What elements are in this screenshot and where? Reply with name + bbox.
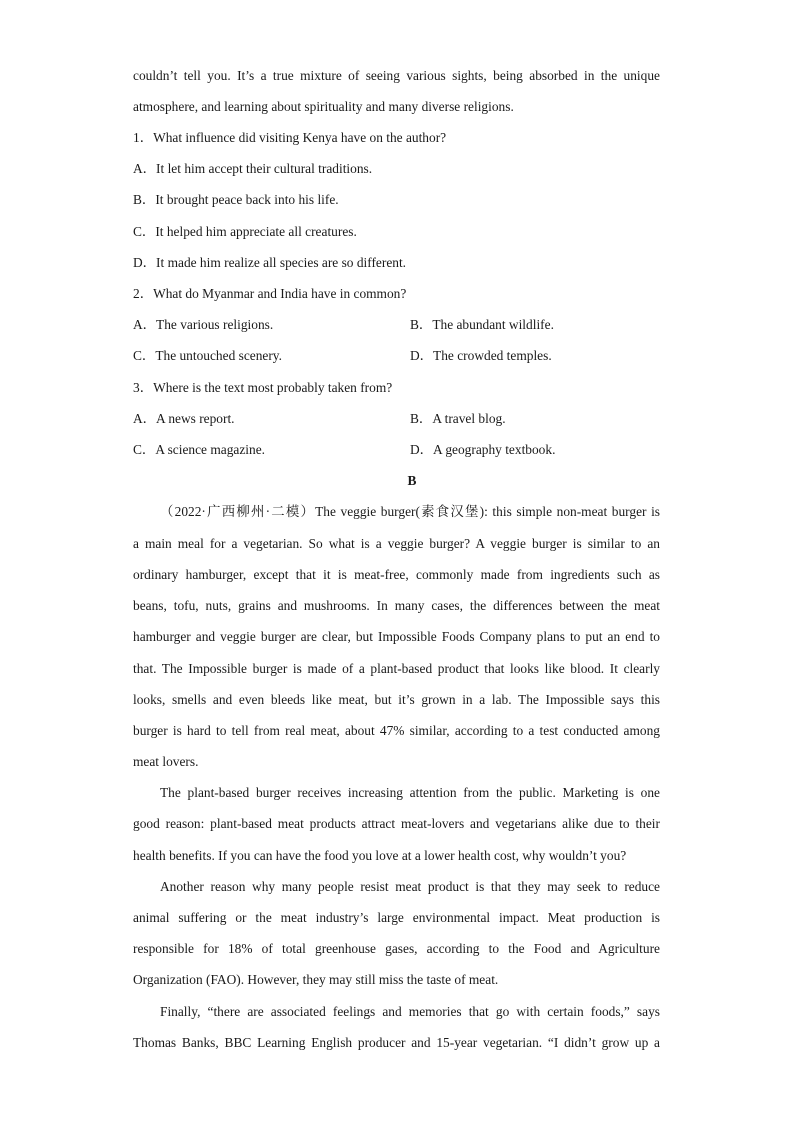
passage-line: Organization (FAO). However, they may still miss the taste of meat. — [133, 972, 499, 987]
passage-line: （2022·广西柳州·二模）The veggie burger(素食汉堡): this simple non-meat burger is — [160, 504, 660, 519]
passage-line: animal suffering or the meat industry’s large environmental impact. Meat production is — [133, 910, 660, 925]
passage-line: looks, smells and even bleeds like meat, but it’s grown in a lab. The Impossible says this — [133, 692, 660, 707]
passage-line: burger is hard to tell from real meat, about 47% similar, according to a test conducted among — [133, 723, 660, 738]
passage-line: responsible for 18% of total greenhouse gases, according to the Food and Agriculture — [133, 941, 660, 956]
passage-line: health benefits. If you can have the food you love at a lower health cost, why wouldn’t you? — [133, 848, 627, 863]
passage-line: beans, tofu, nuts, grains and mushrooms. In many cases, the differences between the meat — [133, 598, 660, 613]
passage-line: Another reason why many people resist meat product is that they may seek to reduce — [160, 879, 660, 894]
passage-line: good reason: plant-based meat products attract meat-lovers and vegetarians alike due to their — [133, 816, 660, 831]
answer-option: B．The abundant wildlife. — [410, 317, 554, 332]
passage-line: hamburger and veggie burger are clear, but Impossible Foods Company plans to put an end to — [133, 629, 660, 644]
passage-line: Thomas Banks, BBC Learning English producer and 15-year vegetarian. “I didn’t grow up a — [133, 1035, 660, 1050]
answer-option: A．It let him accept their cultural traditions. — [133, 161, 373, 176]
answer-option: D．A geography textbook. — [410, 442, 556, 457]
passage-line: The plant-based burger receives increasing attention from the public. Marketing is one — [160, 785, 660, 800]
answer-option: D．It made him realize all species are so different. — [133, 255, 407, 270]
passage-line: ordinary hamburger, except that it is meat-free, commonly made from ingredients such as — [133, 567, 660, 582]
answer-option: D．The crowded temples. — [410, 348, 552, 363]
answer-option: C．A science magazine. — [133, 442, 265, 457]
answer-option: A．The various religions. — [133, 317, 274, 332]
passage-line: couldn’t tell you. It’s a true mixture of seeing various sights, being absorbed in the unique — [133, 68, 660, 83]
question-stem: 2．What do Myanmar and India have in common? — [133, 286, 407, 301]
passage-line: atmosphere, and learning about spirituality and many diverse religions. — [133, 99, 514, 114]
answer-option: A．A news report. — [133, 411, 235, 426]
section-heading: B — [407, 473, 417, 488]
answer-option: C．It helped him appreciate all creatures. — [133, 224, 357, 239]
passage-line: that. The Impossible burger is made of a plant-based product that looks like blood. It clearly — [133, 661, 660, 676]
question-stem: 3．Where is the text most probably taken from? — [133, 380, 393, 395]
answer-option: C．The untouched scenery. — [133, 348, 282, 363]
passage-line: Finally, “there are associated feelings and memories that go with certain foods,” says — [160, 1004, 660, 1019]
question-stem: 1．What influence did visiting Kenya have on the author? — [133, 130, 447, 145]
answer-option: B．It brought peace back into his life. — [133, 192, 339, 207]
answer-option: B．A travel blog. — [410, 411, 506, 426]
passage-line: a main meal for a vegetarian. So what is a veggie burger? A veggie burger is similar to an — [133, 536, 660, 551]
passage-line: meat lovers. — [133, 754, 199, 769]
